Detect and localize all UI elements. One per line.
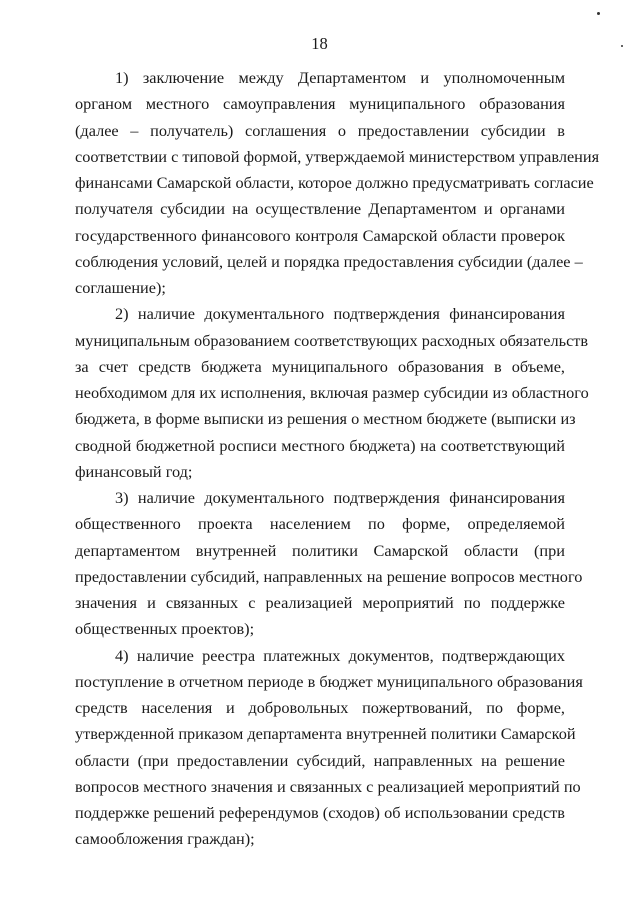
text-line: общественных проектов); [75, 619, 255, 639]
text-line: получателя субсидии на осуществление Департаментом и органами [75, 199, 565, 219]
text-line: финансовый год; [75, 461, 193, 481]
text-line: вопросов местного значения и связанных с реализацией мероприятий по [75, 776, 581, 796]
text-line: общественного проекта населением по форме, определяемой [75, 514, 565, 534]
text-line: поступление в отчетном периоде в бюджет муниципального образования [75, 671, 583, 691]
text-line: соблюдения условий, целей и порядка предоставления субсидии (далее – [75, 251, 583, 271]
text-line: сводной бюджетной росписи местного бюджета) на соответствующий [75, 435, 565, 455]
text-line: 4) наличие реестра платежных документов, подтверждающих [115, 645, 565, 665]
text-line: (далее – получатель) соглашения о предоставлении субсидии в [75, 120, 565, 140]
text-line: поддержке решений референдумов (сходов) об использовании средств [75, 803, 565, 822]
scan-speck [621, 45, 623, 47]
text-line: финансами Самарской области, которое должно предусматривать согласие [75, 173, 594, 192]
text-line: 2) наличие документального подтверждения финансирования [115, 304, 565, 324]
text-line: за счет средств бюджета муниципального образования в объеме, [75, 356, 565, 376]
text-line: средств населения и добровольных пожертвований, по форме, [75, 698, 565, 717]
text-line: бюджета, в форме выписки из решения о местном бюджете (выписки из [75, 409, 576, 429]
text-line: муниципальным образованием соответствующих расходных обязательств [75, 330, 589, 350]
text-line: департаментом внутренней политики Самарской области (при [75, 540, 565, 560]
text-line: соответствии с типовой формой, утверждаемой министерством управления [75, 146, 600, 166]
text-line: органом местного самоуправления муниципального образования [75, 94, 565, 114]
scan-speck [597, 12, 600, 15]
text-line: соглашение); [75, 278, 166, 297]
paragraph-4 [75, 643, 583, 853]
text-line: утвержденной приказом департамента внутренней политики Самарской [75, 724, 576, 744]
paragraph-1 [75, 65, 600, 301]
text-line: самообложения граждан); [75, 829, 255, 849]
page-number: 18 [311, 34, 328, 53]
paragraph-2 [75, 301, 589, 485]
text-line: области (при предоставлении субсидий, направленных на решение [75, 750, 565, 770]
text-line: государственного финансового контроля Самарской области проверок [75, 225, 565, 245]
paragraph-3 [75, 485, 583, 643]
text-line: значения и связанных с реализацией мероприятий по поддержке [75, 593, 565, 612]
text-line: 1) заключение между Департаментом и уполномоченным [115, 68, 565, 87]
text-line: предоставлении субсидий, направленных на решение вопросов местного [75, 566, 583, 586]
text-line: необходимом для их исполнения, включая размер субсидии из областного [75, 383, 589, 402]
text-line: 3) наличие документального подтверждения финансирования [115, 488, 565, 507]
document-body [75, 65, 600, 853]
